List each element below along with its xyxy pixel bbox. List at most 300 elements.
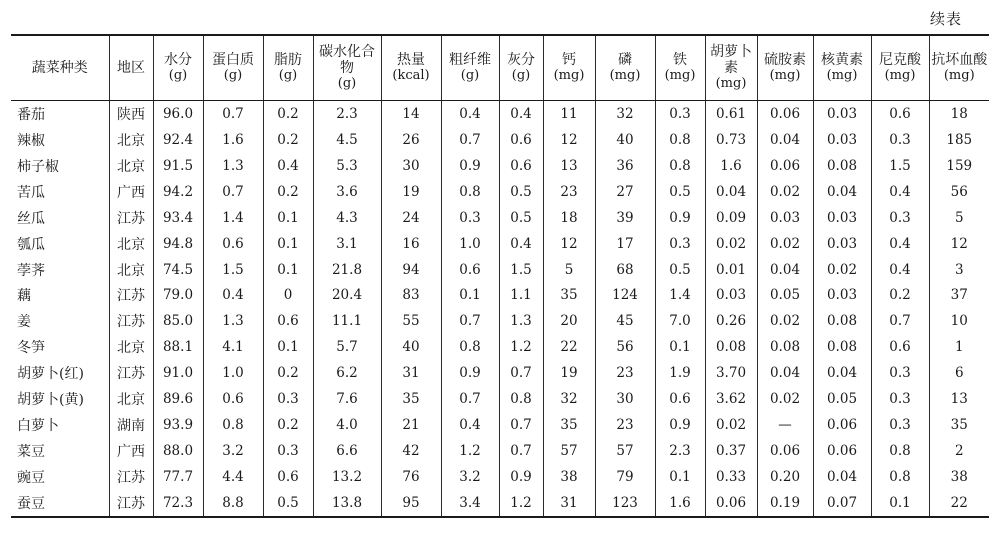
value-cell: 88.1 (153, 334, 203, 360)
value-cell: 0.03 (757, 205, 813, 231)
value-cell: 1.2 (499, 490, 543, 517)
column-header (705, 35, 757, 101)
value-cell: 20.4 (313, 282, 381, 308)
column-header-label: 灰分 (507, 52, 535, 68)
value-cell: 14 (381, 101, 441, 127)
value-cell: 0.2 (263, 360, 313, 386)
value-cell: 22 (543, 334, 595, 360)
value-cell: 56 (929, 179, 989, 205)
value-cell: 159 (929, 153, 989, 179)
value-cell: 0.04 (813, 360, 871, 386)
value-cell: 4.1 (203, 334, 263, 360)
value-cell: 0.06 (757, 438, 813, 464)
region-cell: 江苏 (109, 360, 153, 386)
value-cell: 0.4 (499, 231, 543, 257)
table-row (11, 127, 989, 153)
column-header (313, 35, 381, 101)
value-cell: 5.3 (313, 153, 381, 179)
value-cell: 0.03 (705, 282, 757, 308)
value-cell: 93.9 (153, 412, 203, 438)
value-cell: 1.0 (441, 231, 499, 257)
value-cell: 2.3 (313, 101, 381, 127)
value-cell: 96.0 (153, 101, 203, 127)
value-cell: 0.1 (263, 334, 313, 360)
value-cell: 0.6 (203, 386, 263, 412)
value-cell: 0.8 (441, 179, 499, 205)
region-cell: 北京 (109, 153, 153, 179)
column-header-label: 碳水化合物 (319, 44, 375, 76)
value-cell: 20 (543, 308, 595, 334)
value-cell: 0.3 (871, 386, 929, 412)
value-cell: 0.6 (203, 231, 263, 257)
value-cell: 13 (929, 386, 989, 412)
value-cell: 0.7 (499, 360, 543, 386)
value-cell: 0.5 (655, 257, 705, 283)
column-header-label: 抗坏血酸 (931, 52, 988, 68)
column-header (757, 35, 813, 101)
value-cell: 0.08 (757, 334, 813, 360)
value-cell: 57 (595, 438, 655, 464)
value-cell: 0.5 (655, 179, 705, 205)
column-header (499, 35, 543, 101)
value-cell: 0.4 (263, 153, 313, 179)
value-cell: 19 (543, 360, 595, 386)
column-header (595, 35, 655, 101)
value-cell: 0.8 (499, 386, 543, 412)
value-cell: 13.2 (313, 464, 381, 490)
column-header (203, 35, 263, 101)
column-header-label: 蛋白质 (212, 52, 254, 68)
value-cell: 12 (929, 231, 989, 257)
value-cell: 3.1 (313, 231, 381, 257)
value-cell: 38 (543, 464, 595, 490)
value-cell: 0.5 (499, 205, 543, 231)
column-header-label: 钙 (562, 52, 576, 68)
value-cell: 93.4 (153, 205, 203, 231)
value-cell: 2 (929, 438, 989, 464)
column-header-label: 粗纤维 (449, 52, 491, 68)
value-cell: 91.0 (153, 360, 203, 386)
nutrition-table (11, 34, 989, 518)
value-cell: 0.6 (871, 334, 929, 360)
value-cell: 0.6 (263, 464, 313, 490)
value-cell: 1.6 (705, 153, 757, 179)
value-cell: 91.5 (153, 153, 203, 179)
value-cell: 6.2 (313, 360, 381, 386)
value-cell: 30 (595, 386, 655, 412)
table-row (11, 490, 989, 517)
vegetable-name: 番茄 (17, 106, 45, 123)
value-cell: 0.02 (705, 231, 757, 257)
value-cell: 0.7 (441, 308, 499, 334)
column-header-unit: (kcal) (392, 68, 430, 83)
value-cell: 0.04 (757, 360, 813, 386)
value-cell: 92.4 (153, 127, 203, 153)
value-cell: 0.9 (655, 412, 705, 438)
value-cell: 38 (929, 464, 989, 490)
value-cell: 0.7 (203, 101, 263, 127)
value-cell: 5.7 (313, 334, 381, 360)
column-header (543, 35, 595, 101)
value-cell: 79.0 (153, 282, 203, 308)
value-cell: 0.4 (871, 179, 929, 205)
value-cell: 21 (381, 412, 441, 438)
value-cell: 0.03 (813, 231, 871, 257)
value-cell: 0.9 (655, 205, 705, 231)
value-cell: 0.7 (499, 412, 543, 438)
value-cell: 23 (543, 179, 595, 205)
column-header-label: 水分 (164, 52, 192, 68)
value-cell: 35 (929, 412, 989, 438)
value-cell: 72.3 (153, 490, 203, 517)
region-cell: 北京 (109, 386, 153, 412)
value-cell: 0.2 (263, 412, 313, 438)
value-cell: 0.9 (441, 360, 499, 386)
region-cell: 北京 (109, 231, 153, 257)
value-cell: 0.4 (871, 257, 929, 283)
value-cell: 0.6 (263, 308, 313, 334)
value-cell: 6 (929, 360, 989, 386)
column-header (11, 35, 109, 101)
value-cell: 68 (595, 257, 655, 283)
value-cell: 1.3 (203, 308, 263, 334)
value-cell: 3 (929, 257, 989, 283)
value-cell: 0.1 (263, 231, 313, 257)
region-cell: 江苏 (109, 490, 153, 517)
value-cell: 12 (543, 231, 595, 257)
value-cell: 0.3 (263, 438, 313, 464)
value-cell: 0.02 (757, 308, 813, 334)
value-cell: 23 (595, 412, 655, 438)
value-cell: 0.3 (441, 205, 499, 231)
column-header-label: 磷 (618, 52, 632, 68)
value-cell: 0.4 (871, 231, 929, 257)
vegetable-name: 柿子椒 (17, 158, 59, 175)
column-header (381, 35, 441, 101)
value-cell: 27 (595, 179, 655, 205)
value-cell: 0.5 (263, 490, 313, 517)
value-cell: 56 (595, 334, 655, 360)
column-header-unit: (g) (223, 68, 243, 83)
column-header-unit: (mg) (769, 68, 801, 83)
region-cell: 江苏 (109, 464, 153, 490)
value-cell: 11 (543, 101, 595, 127)
value-cell: 0.8 (871, 438, 929, 464)
value-cell: 0.1 (871, 490, 929, 517)
value-cell: 0.9 (441, 153, 499, 179)
value-cell: 37 (929, 282, 989, 308)
table-row (11, 153, 989, 179)
value-cell: 0.06 (813, 412, 871, 438)
column-header-unit: (g) (168, 68, 188, 83)
value-cell: 0.3 (871, 205, 929, 231)
value-cell: 0.1 (263, 205, 313, 231)
value-cell: 1.1 (499, 282, 543, 308)
vegetable-name: 冬笋 (17, 340, 45, 357)
value-cell: 35 (381, 386, 441, 412)
value-cell: 0.37 (705, 438, 757, 464)
value-cell: 39 (595, 205, 655, 231)
column-header-unit: (mg) (715, 76, 747, 91)
column-header-unit: (mg) (553, 68, 585, 83)
column-header-unit: (mg) (664, 68, 696, 83)
value-cell: 1.9 (655, 360, 705, 386)
column-header-label: 铁 (673, 52, 687, 68)
value-cell: 0.02 (813, 257, 871, 283)
column-header (655, 35, 705, 101)
value-cell: 7.6 (313, 386, 381, 412)
value-cell: 17 (595, 231, 655, 257)
value-cell: 0.04 (757, 127, 813, 153)
value-cell: 85.0 (153, 308, 203, 334)
value-cell: 0.19 (757, 490, 813, 517)
value-cell: 0.6 (441, 257, 499, 283)
value-cell: 0.2 (263, 127, 313, 153)
value-cell: 36 (595, 153, 655, 179)
value-cell: 94.8 (153, 231, 203, 257)
value-cell: 6.6 (313, 438, 381, 464)
column-header-unit: (g) (337, 76, 357, 91)
column-header (441, 35, 499, 101)
value-cell: 4.3 (313, 205, 381, 231)
value-cell: 0.6 (871, 101, 929, 127)
value-cell: 1.5 (203, 257, 263, 283)
table-row (11, 205, 989, 231)
vegetable-name: 胡萝卜(红) (17, 366, 84, 383)
value-cell: 0.03 (813, 101, 871, 127)
value-cell: 0.3 (871, 412, 929, 438)
region-cell: 北京 (109, 257, 153, 283)
column-header-unit: (mg) (826, 68, 858, 83)
value-cell: 18 (543, 205, 595, 231)
value-cell: 0.61 (705, 101, 757, 127)
value-cell: 0.04 (757, 257, 813, 283)
value-cell: 0.9 (499, 464, 543, 490)
column-header-label: 尼克酸 (879, 52, 921, 68)
table-row (11, 282, 989, 308)
vegetable-name: 辣椒 (17, 132, 45, 149)
value-cell: 40 (595, 127, 655, 153)
value-cell: 0.04 (813, 179, 871, 205)
column-header (109, 35, 153, 101)
vegetable-name: 菜豆 (17, 443, 45, 460)
table-row (11, 464, 989, 490)
value-cell: 0.02 (705, 412, 757, 438)
value-cell: 19 (381, 179, 441, 205)
value-cell: 74.5 (153, 257, 203, 283)
value-cell: 0.09 (705, 205, 757, 231)
value-cell: 24 (381, 205, 441, 231)
column-header-label: 胡萝卜素 (710, 44, 752, 76)
value-cell: 0.4 (203, 282, 263, 308)
value-cell: 0.8 (441, 334, 499, 360)
value-cell: 23 (595, 360, 655, 386)
value-cell: 0.08 (705, 334, 757, 360)
value-cell: 3.2 (203, 438, 263, 464)
value-cell: 5 (929, 205, 989, 231)
region-cell: 北京 (109, 127, 153, 153)
table-row (11, 308, 989, 334)
value-cell: 1.5 (871, 153, 929, 179)
value-cell: 94.2 (153, 179, 203, 205)
value-cell: 88.0 (153, 438, 203, 464)
value-cell: 4.5 (313, 127, 381, 153)
value-cell: 4.0 (313, 412, 381, 438)
region-cell: 广西 (109, 438, 153, 464)
value-cell: 0.01 (705, 257, 757, 283)
value-cell: 0.03 (813, 205, 871, 231)
value-cell: 1.6 (655, 490, 705, 517)
table-row (11, 360, 989, 386)
value-cell: 0.8 (655, 153, 705, 179)
value-cell: 21.8 (313, 257, 381, 283)
value-cell: 3.2 (441, 464, 499, 490)
value-cell: 0.20 (757, 464, 813, 490)
value-cell: 0.02 (757, 386, 813, 412)
value-cell: 31 (543, 490, 595, 517)
value-cell: 0.4 (441, 412, 499, 438)
value-cell: 94 (381, 257, 441, 283)
value-cell: 0.6 (655, 386, 705, 412)
value-cell: 0.1 (263, 257, 313, 283)
column-header (871, 35, 929, 101)
vegetable-name: 瓠瓜 (17, 236, 45, 253)
value-cell: 185 (929, 127, 989, 153)
value-cell: 0.26 (705, 308, 757, 334)
value-cell: 0.2 (871, 282, 929, 308)
value-cell: 0.7 (441, 386, 499, 412)
value-cell: 0.03 (813, 282, 871, 308)
vegetable-name: 藕 (17, 288, 31, 305)
table-row (11, 101, 989, 127)
value-cell: 0.1 (441, 282, 499, 308)
column-header-unit: (g) (511, 68, 531, 83)
vegetable-name: 姜 (17, 314, 31, 331)
value-cell: 16 (381, 231, 441, 257)
value-cell: 57 (543, 438, 595, 464)
value-cell: 0.33 (705, 464, 757, 490)
value-cell: 77.7 (153, 464, 203, 490)
value-cell: 22 (929, 490, 989, 517)
value-cell: 0.3 (655, 231, 705, 257)
value-cell: 13.8 (313, 490, 381, 517)
table-row (11, 386, 989, 412)
value-cell: 0.8 (203, 412, 263, 438)
value-cell: 18 (929, 101, 989, 127)
value-cell: 3.70 (705, 360, 757, 386)
column-header-unit: (mg) (943, 68, 975, 83)
column-header-label: 硫胺素 (764, 52, 806, 68)
value-cell: 26 (381, 127, 441, 153)
table-body (11, 101, 989, 518)
value-cell: 1.3 (203, 153, 263, 179)
value-cell: 0.6 (499, 153, 543, 179)
vegetable-name: 蚕豆 (17, 495, 45, 512)
region-cell: 广西 (109, 179, 153, 205)
region-cell: 湖南 (109, 412, 153, 438)
value-cell: 0.04 (705, 179, 757, 205)
value-cell: 79 (595, 464, 655, 490)
value-cell: 35 (543, 412, 595, 438)
value-cell: 0.06 (705, 490, 757, 517)
value-cell: 8.8 (203, 490, 263, 517)
column-header (929, 35, 989, 101)
column-header (153, 35, 203, 101)
value-cell: — (757, 412, 813, 438)
value-cell: 3.6 (313, 179, 381, 205)
value-cell: 45 (595, 308, 655, 334)
region-cell: 陕西 (109, 101, 153, 127)
value-cell: 0.5 (499, 179, 543, 205)
column-header-unit: (mg) (884, 68, 916, 83)
value-cell: 5 (543, 257, 595, 283)
value-cell: 0.08 (813, 334, 871, 360)
value-cell: 0.07 (813, 490, 871, 517)
value-cell: 3.4 (441, 490, 499, 517)
column-header-label: 热量 (397, 52, 425, 68)
region-cell: 北京 (109, 334, 153, 360)
value-cell: 1.2 (441, 438, 499, 464)
column-header-label: 蔬菜种类 (31, 60, 88, 76)
value-cell: 0.02 (757, 179, 813, 205)
vegetable-name: 白萝卜 (17, 418, 59, 435)
column-header-unit: (g) (460, 68, 480, 83)
value-cell: 0.8 (871, 464, 929, 490)
column-header-unit: (g) (278, 68, 298, 83)
value-cell: 1.5 (499, 257, 543, 283)
table-header-row (11, 35, 989, 101)
value-cell: 123 (595, 490, 655, 517)
value-cell: 0.6 (499, 127, 543, 153)
column-header (813, 35, 871, 101)
value-cell: 10 (929, 308, 989, 334)
value-cell: 0.7 (203, 179, 263, 205)
table-row (11, 412, 989, 438)
value-cell: 0.8 (655, 127, 705, 153)
value-cell: 11.1 (313, 308, 381, 334)
value-cell: 55 (381, 308, 441, 334)
value-cell: 95 (381, 490, 441, 517)
value-cell: 40 (381, 334, 441, 360)
value-cell: 4.4 (203, 464, 263, 490)
value-cell: 31 (381, 360, 441, 386)
value-cell: 0.3 (655, 101, 705, 127)
value-cell: 2.3 (655, 438, 705, 464)
value-cell: 0.04 (813, 464, 871, 490)
column-header-label: 核黄素 (821, 52, 863, 68)
value-cell: 89.6 (153, 386, 203, 412)
value-cell: 0.02 (757, 231, 813, 257)
value-cell: 124 (595, 282, 655, 308)
region-cell: 江苏 (109, 308, 153, 334)
value-cell: 0.7 (499, 438, 543, 464)
table-row (11, 257, 989, 283)
column-header (263, 35, 313, 101)
table-row (11, 231, 989, 257)
column-header-label: 脂肪 (274, 52, 302, 68)
value-cell: 0.1 (655, 464, 705, 490)
vegetable-name: 荸荠 (17, 262, 45, 279)
value-cell: 0.05 (757, 282, 813, 308)
value-cell: 0.08 (813, 153, 871, 179)
value-cell: 0.73 (705, 127, 757, 153)
value-cell: 1.6 (203, 127, 263, 153)
value-cell: 30 (381, 153, 441, 179)
value-cell: 0.1 (655, 334, 705, 360)
column-header-unit: (mg) (609, 68, 641, 83)
vegetable-name: 苦瓜 (17, 184, 45, 201)
value-cell: 0.3 (871, 127, 929, 153)
